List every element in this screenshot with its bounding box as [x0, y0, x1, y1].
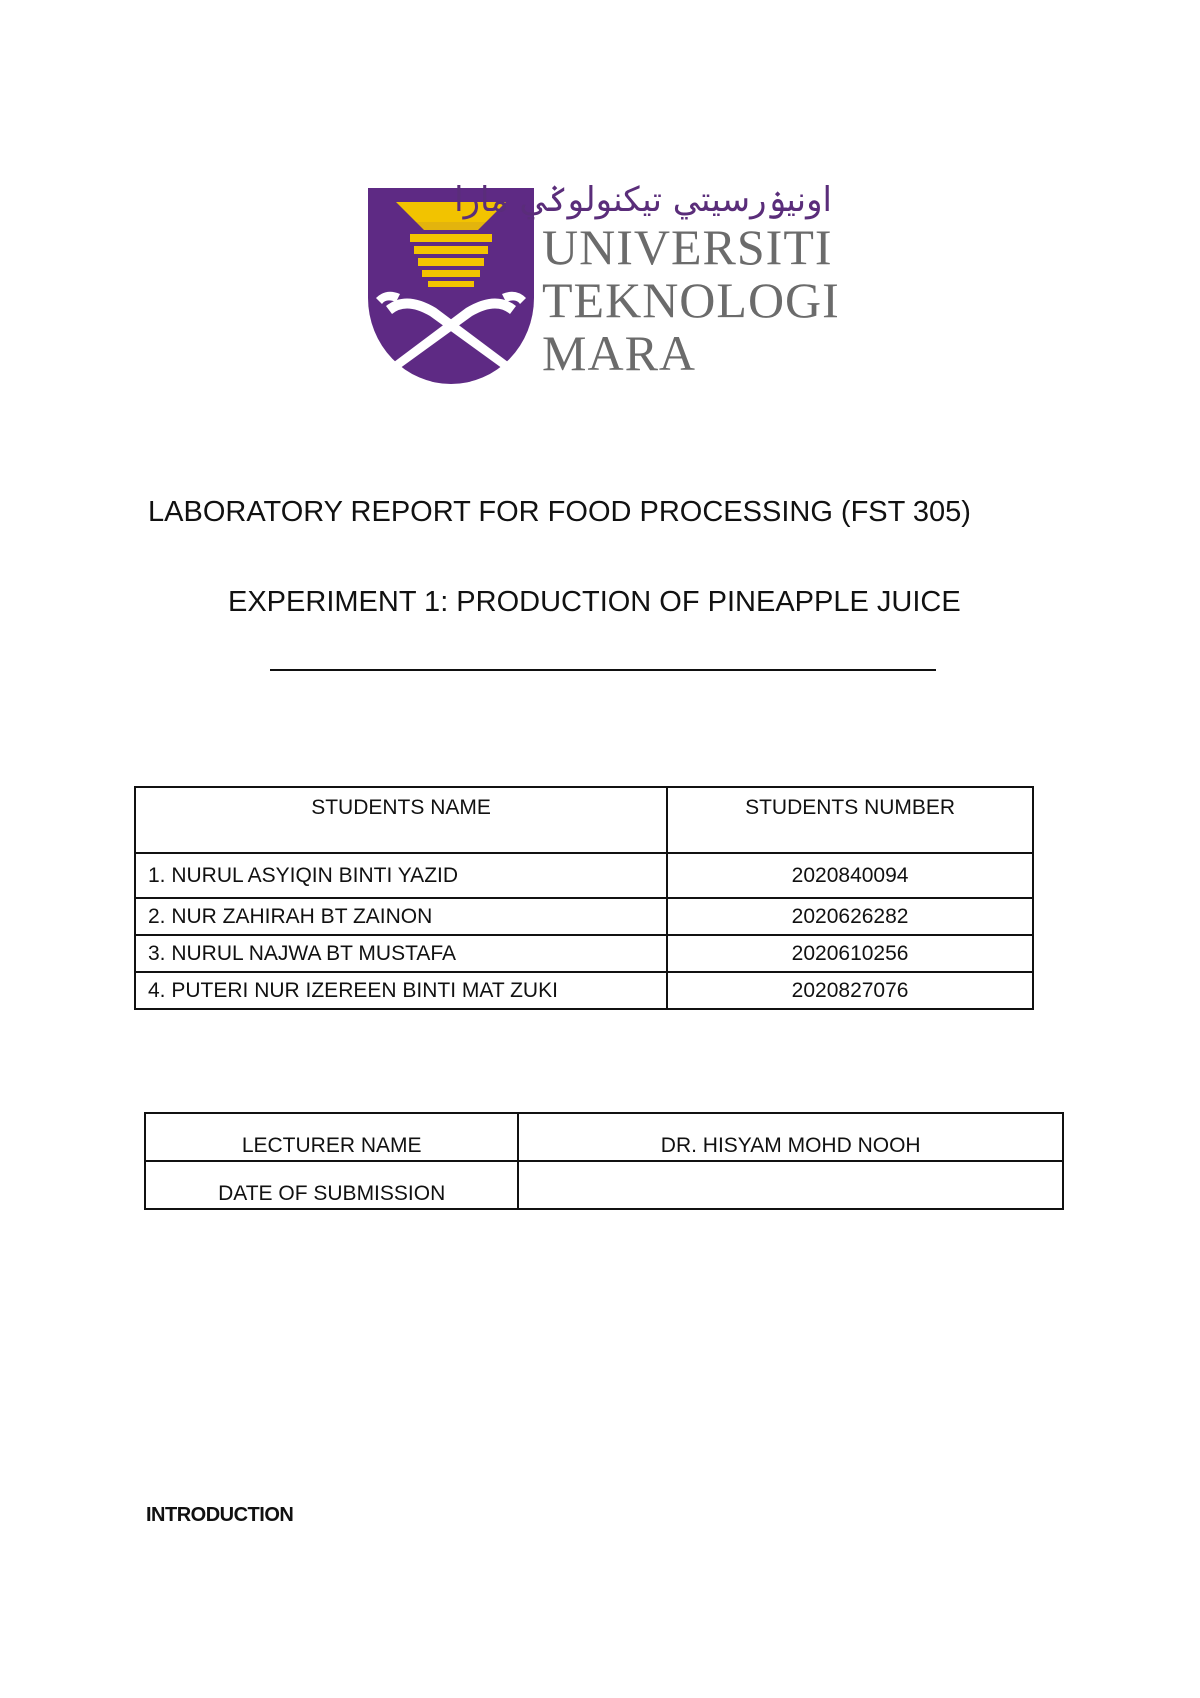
student-number: 2020840094	[667, 853, 1033, 898]
logo-jawi-text: اونيۏرسيتي تيكنولوݢي مارا	[454, 180, 832, 220]
introduction-heading: INTRODUCTION	[146, 1504, 294, 1526]
table-row	[135, 972, 1033, 1009]
table-row	[145, 1161, 1063, 1209]
lecturer-name-label: LECTURER NAME	[145, 1113, 518, 1161]
students-name-header: STUDENTS NAME	[135, 787, 667, 853]
table-row	[145, 1113, 1063, 1161]
table-row	[135, 853, 1033, 898]
student-name: 2. NUR ZAHIRAH BT ZAINON	[135, 898, 667, 935]
title-underline	[270, 669, 936, 671]
report-title: LABORATORY REPORT FOR FOOD PROCESSING (FST 305)	[148, 496, 971, 528]
submission-date-value	[518, 1161, 1063, 1209]
university-logo	[366, 180, 846, 391]
student-name: 1. NURUL ASYIQIN BINTI YAZID	[135, 853, 667, 898]
students-number-header: STUDENTS NUMBER	[667, 787, 1033, 853]
table-row	[135, 935, 1033, 972]
logo-word-teknologi: TEKNOLOGI	[542, 272, 840, 328]
logo-word-universiti: UNIVERSITI	[542, 219, 833, 275]
experiment-title: EXPERIMENT 1: PRODUCTION OF PINEAPPLE JUICE	[228, 586, 961, 618]
students-table-header-row	[135, 787, 1033, 853]
lecturer-name-value: DR. HISYAM MOHD NOOH	[518, 1113, 1063, 1161]
student-number: 2020626282	[667, 898, 1033, 935]
submission-date-label: DATE OF SUBMISSION	[145, 1161, 518, 1209]
logo-wordmark	[542, 219, 840, 381]
student-name: 4. PUTERI NUR IZEREEN BINTI MAT ZUKI	[135, 972, 667, 1009]
student-number: 2020610256	[667, 935, 1033, 972]
student-number: 2020827076	[667, 972, 1033, 1009]
student-name: 3. NURUL NAJWA BT MUSTAFA	[135, 935, 667, 972]
students-table	[134, 786, 1034, 1010]
table-row	[135, 898, 1033, 935]
logo-word-mara: MARA	[542, 325, 697, 381]
lecturer-table	[144, 1112, 1064, 1210]
